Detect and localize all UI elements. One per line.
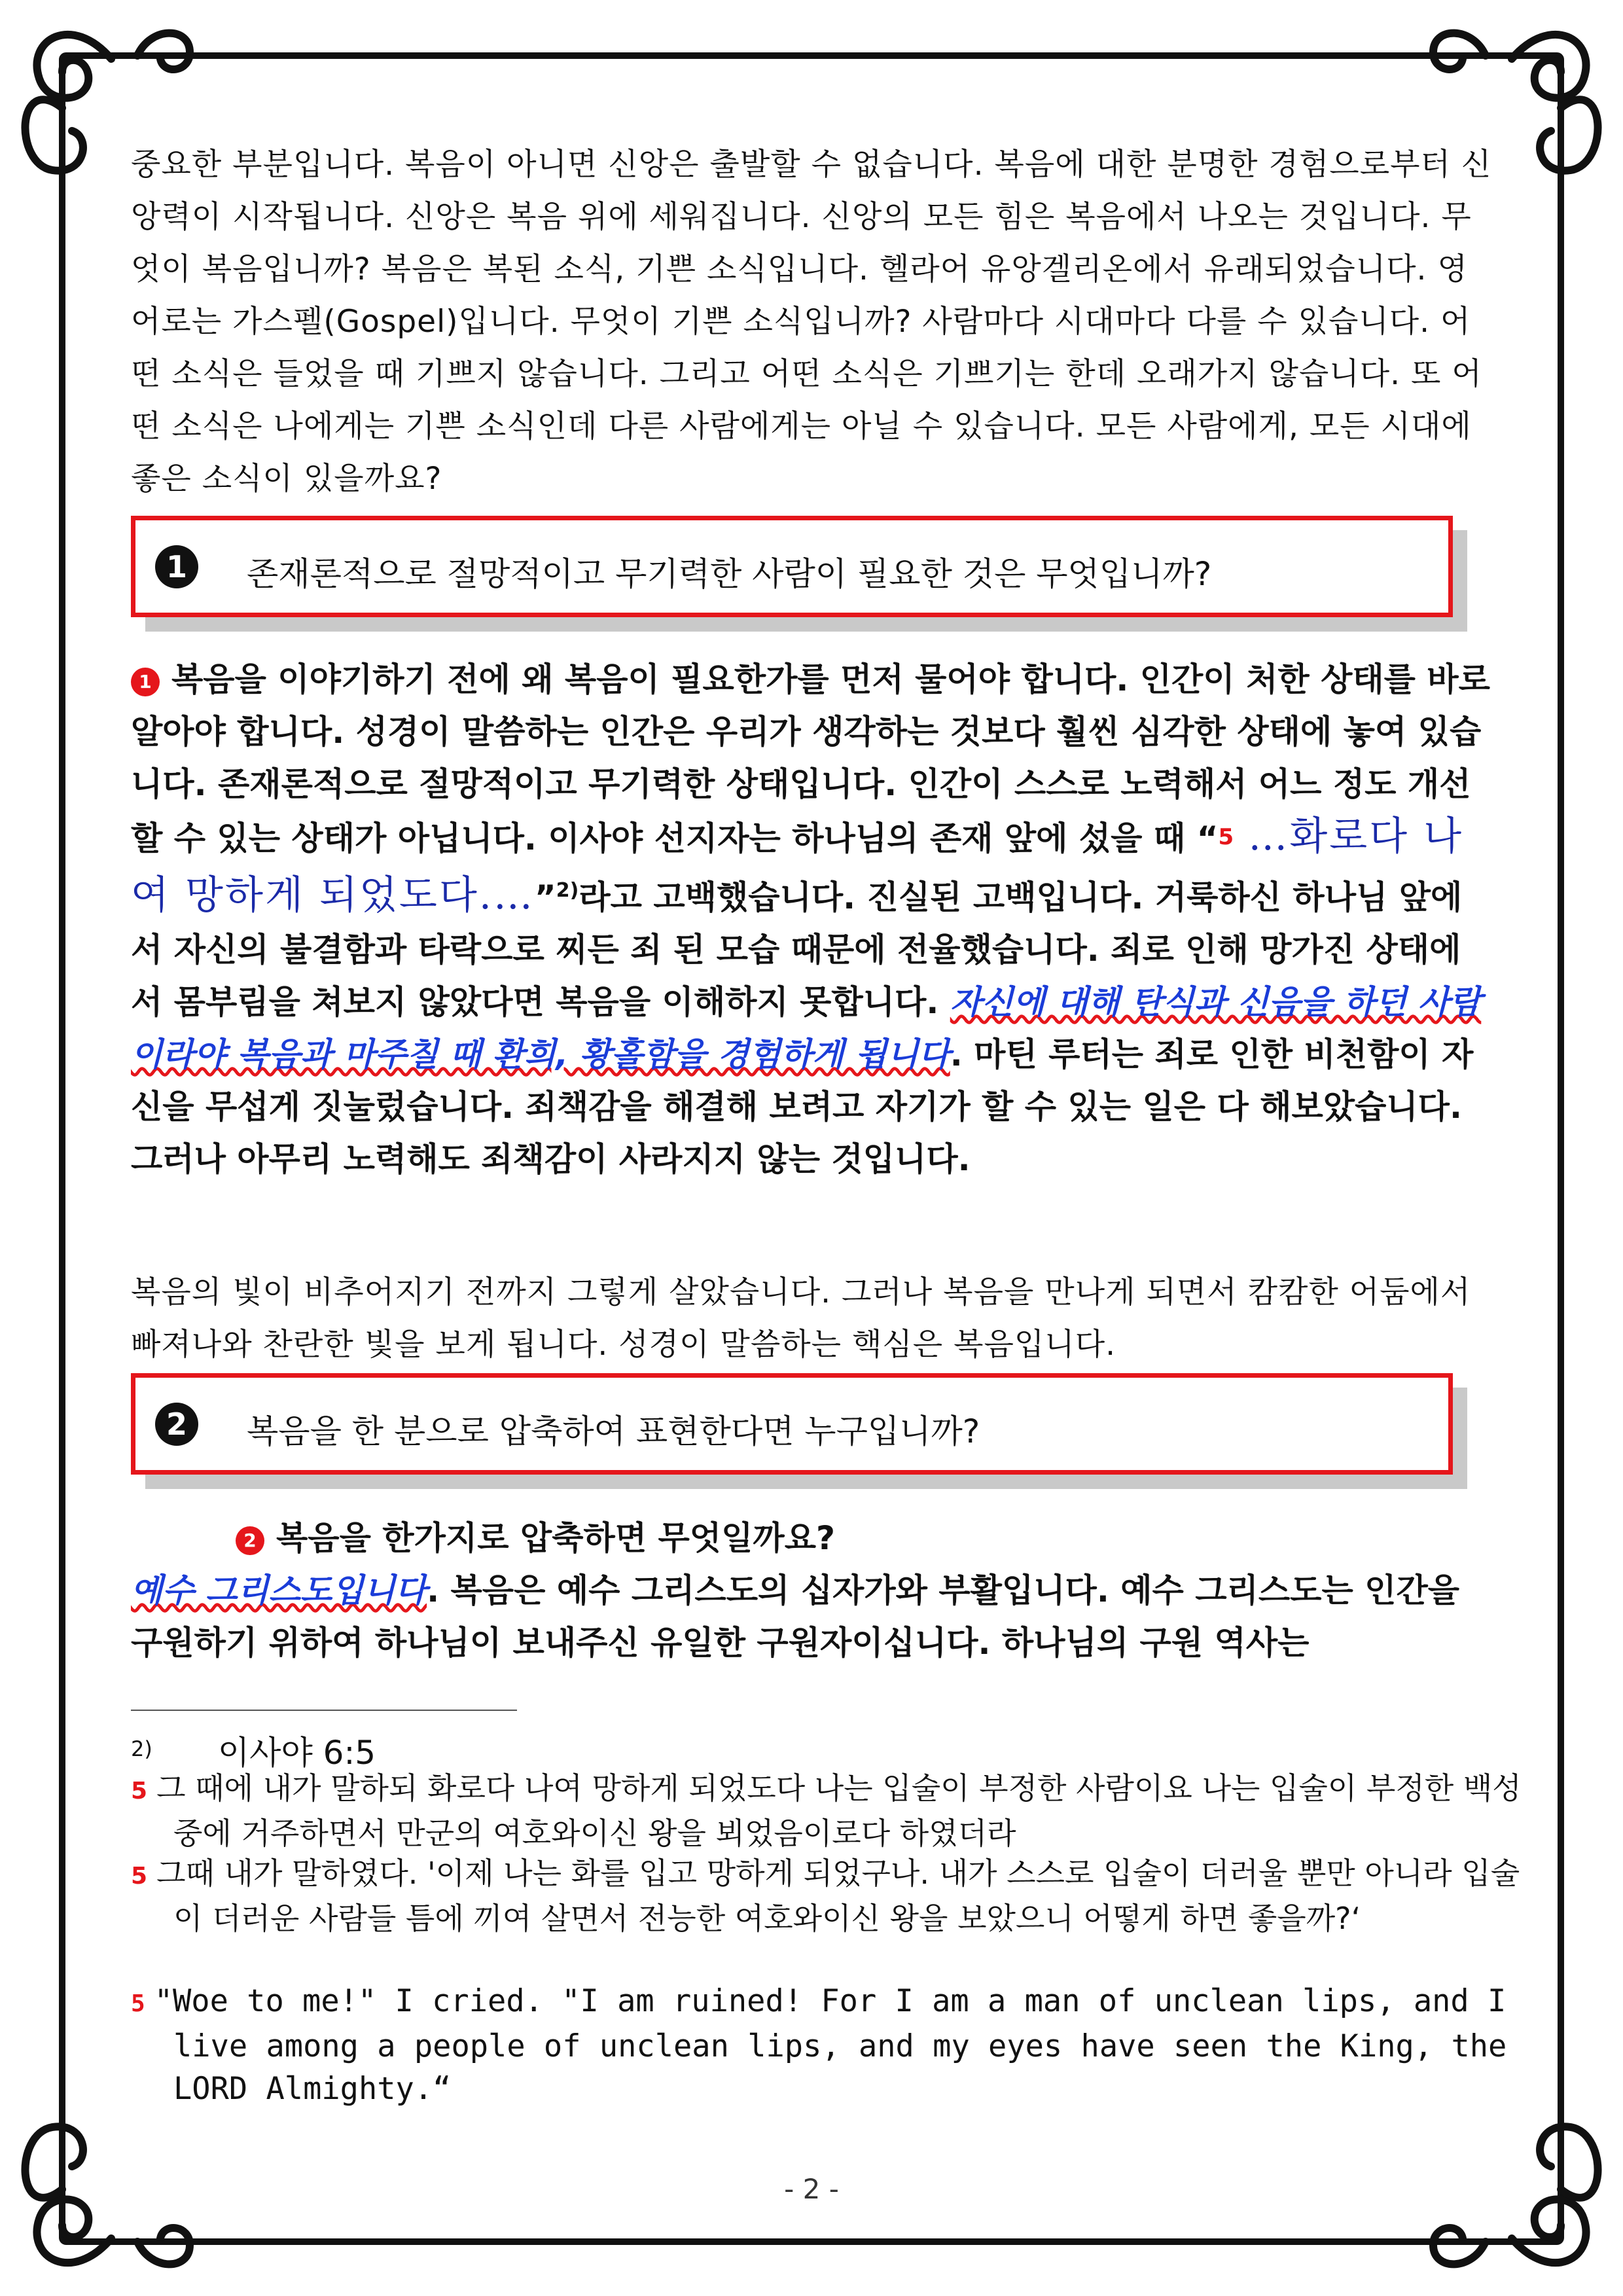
intro-paragraph: 중요한 부분입니다. 복음이 아니면 신앙은 출발할 수 없습니다. 복음에 대한 분명한 경험으로부터 신앙력이 시작됩니다. 신앙은 복음 위에 세워집니다. 신앙의 모든 힘은 복음에서 나오는 것입니다. 무엇이 복음입니까? 복음은 복된 소식, 기쁜 소식입니다. 헬라어 유앙겔리온에서 유래되었습니다. 영어로는 가스펠(Gospel)입니다. 무엇이 기쁜 소식입니까? 사람마다 시대마다 다를 수 있습니다. 어떤 소식은 들었을 때 기쁘지 않습니다. 그리고 어떤 소식은 기쁘기는 한데 오래가지 않습니다. 또 어떤 소식은 나에게는 기쁜 소식인데 다른 사람에게는 아닐 수 있습니다. 모든 사람에게, 모든 시대에 좋은 소식이 있을까요? [131, 147, 1492, 497]
page-number: - 2 - [784, 2173, 839, 2205]
answer-2-rest: . 복음은 예수 그리스도의 십자가와 부활입니다. 예수 그리스도는 인간을 구원하기 위하여 하나님이 보내주신 유일한 구원자이십니다. 하나님의 구원 역사는 [131, 1571, 1460, 1662]
footnote-item-korean-2 [131, 1852, 1522, 1940]
footnote-item-english [131, 1980, 1522, 2110]
answer-2-heading-text: 복음을 한가지로 압축하면 무엇일까요? [276, 1519, 836, 1557]
question-box-2 [131, 1373, 1453, 1475]
question-text-2: 복음을 한 분으로 압축하여 표현한다면 누구입니까? [247, 1412, 980, 1450]
answer-2-body [131, 1564, 1492, 1669]
answer-1-part3: . 마틴 루터는 죄로 인한 비천함이 자신을 무섭게 짓눌렀습니다. 죄책감을 해결해 보려고 자기가 할 수 있는 일은 다 해보았습니다. 그러나 아무리 노력해도 죄책감이 사라지지 않는 것입니다. [131, 1035, 1474, 1178]
question-number-2: 2 [155, 1403, 198, 1446]
after-answer-1: 복음의 빛이 비추어지기 전까지 그렇게 살았습니다. 그러나 복음을 만나게 되면서 캄캄한 어둠에서 빠져나와 찬란한 빛을 보게 됩니다. 성경이 말씀하는 핵심은 복음입니다. [131, 1274, 1471, 1363]
footnote-item-korean-1 [131, 1767, 1522, 1855]
question-number-1: 1 [155, 545, 198, 588]
question-text-1: 존재론적으로 절망적이고 무기력한 사람이 필요한 것은 무엇입니까? [247, 555, 1212, 593]
answer-marker-2: 2 [236, 1526, 264, 1555]
answer-2-emphasis: 예수 그리스도입니다 [131, 1571, 427, 1609]
verse-number: 5 [1218, 824, 1234, 850]
quote-close: ” [534, 878, 556, 916]
answer-marker-1: 1 [131, 668, 160, 696]
answer-1-emphasis: 자신에 대해 탄식과 신음을 하던 사람이라야 복음과 마주칠 때 환희, 황홀함을 경험하게 됩니다 [131, 983, 1482, 1073]
footnote-text: "Woe to me!" I cried. "I am ruined! For I am a man of unclean lips, and I live among a people of unclean lips, and my eyes have seen the King, the LORD Almighty.“ [154, 1983, 1507, 2107]
answer-2-heading [236, 1512, 1479, 1564]
answer-1-part1: 복음을 이야기하기 전에 왜 복음이 필요한가를 먼저 물어야 합니다. 인간이 처한 상태를 바로 알아야 합니다. 성경이 말씀하는 인간은 우리가 생각하는 것보다 훨씬 심각한 상태에 놓여 있습니다. 존재론적으로 절망적이고 무기력한 상태입니다. 인간이 스스로 노력해서 어느 정도 개선할 수 있는 상태가 아닙니다. 이사야 선지자는 하나님의 존재 앞에 섰을 때 “ [131, 660, 1490, 857]
footnote-text: 그때 내가 말하였다. '이제 나는 화를 입고 망하게 되었구나. 내가 스스로 입술이 더러울 뿐만 아니라 입술이 더러운 사람들 틈에 끼여 살면서 전능한 여호와이신 왕을 보았으니 어떻게 하면 좋을까?‘ [156, 1856, 1520, 1936]
footnote-text: 그 때에 내가 말하되 화로다 나여 망하게 되었도다 나는 입술이 부정한 사람이요 나는 입술이 부정한 백성 중에 거주하면서 만군의 여호와이신 왕을 뵈었음이로다 하였더라 [156, 1770, 1522, 1851]
answer-1-part2: 라고 고백했습니다. 진실된 고백입니다. 거룩하신 하나님 앞에서 자신의 불결함과 타락으로 찌든 죄 된 모습 때문에 전율했습니다. 죄로 인해 망가진 상태에서 몸부림을 쳐보지 않았다면 복음을 이해하지 못합니다. [131, 878, 1463, 1021]
footnote-divider [131, 1710, 517, 1711]
footnote-mark: 2) [131, 1736, 152, 1761]
question-box-1 [131, 516, 1453, 617]
footnote-verse-num: 5 [131, 1990, 145, 2017]
isaiah-quote: …화로다 나여 망하게 되었도다.… [131, 814, 1464, 918]
footnote-reference: 이사야 6:5 [217, 1734, 376, 1772]
footnote-verse-num: 5 [131, 1863, 148, 1890]
footnote-ref[interactable]: 2) [556, 879, 579, 902]
answer-1 [131, 653, 1492, 1185]
footnote-verse-num: 5 [131, 1778, 148, 1804]
